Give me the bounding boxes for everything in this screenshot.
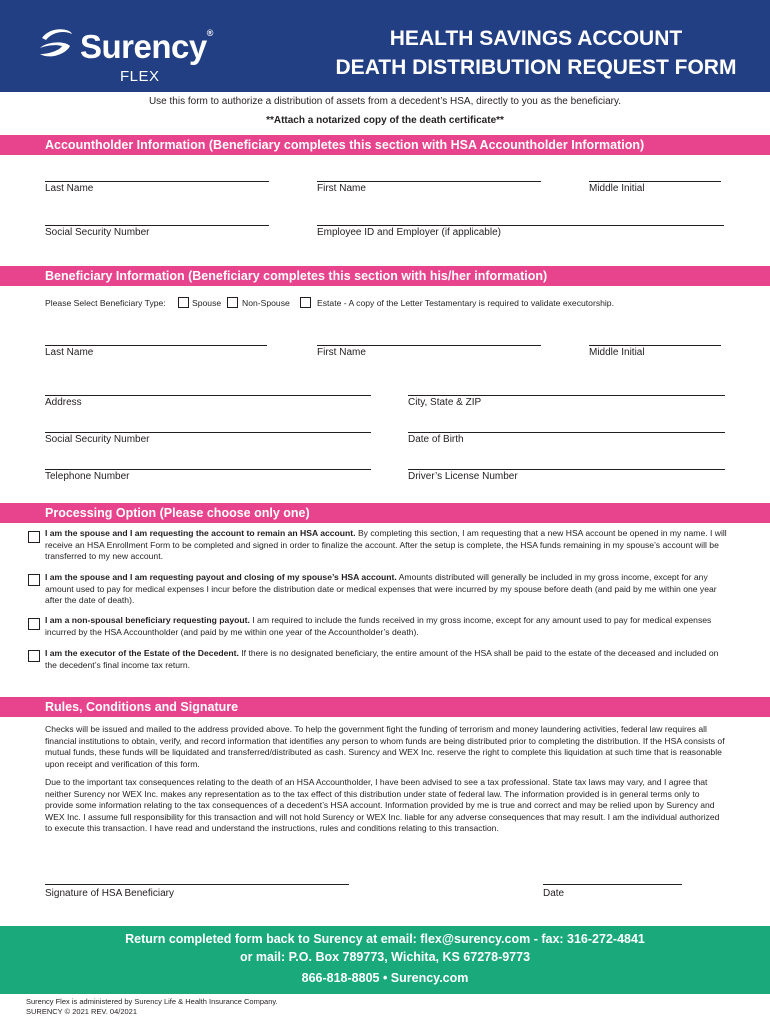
accountholder-employee-id-label: Employee ID and Employer (if applicable) — [317, 227, 501, 238]
date-field[interactable] — [543, 884, 682, 885]
spouse-label: Spouse — [192, 298, 222, 308]
beneficiary-type-label: Please Select Beneficiary Type: — [45, 298, 166, 308]
beneficiary-telephone-label: Telephone Number — [45, 471, 130, 482]
beneficiary-license-label: Driver’s License Number — [408, 471, 518, 482]
fineprint-administered: Surency Flex is administered by Surency Life & Health Insurance Company. — [26, 997, 278, 1006]
form-title-line2: DEATH DISTRIBUTION REQUEST FORM — [335, 56, 737, 79]
beneficiary-address-field[interactable] — [45, 395, 371, 396]
beneficiary-city-label: City, State & ZIP — [408, 397, 482, 408]
accountholder-middle-initial-field[interactable] — [589, 181, 721, 182]
option-executor-checkbox[interactable] — [28, 650, 40, 662]
footer-email-fax: Return completed form back to Surency at email: flex@surency.com - fax: 316-272-4841 — [125, 932, 645, 946]
processing-section-header: Processing Option (Please choose only one) — [0, 503, 770, 523]
footer-mail: or mail: P.O. Box 789773, Wichita, KS 67278-9773 — [239, 950, 531, 964]
header-banner — [0, 0, 770, 92]
form-title — [316, 24, 756, 82]
accountholder-first-name-field[interactable] — [317, 181, 541, 182]
accountholder-first-name-label: First Name — [317, 183, 366, 194]
option-spouse-payout-text: I am the spouse and I am requesting payout and closing of my spouse’s HSA account. Amounts distributed will generally be included in my gross income, except for any amount used to pay for medical expenses I incur before the distribution date or medical expenses that were incurred by my spouse before death (and paid by me within one year after the date of death). — [45, 572, 717, 606]
intro-note: **Attach a notarized copy of the death certificate** — [266, 115, 504, 126]
rules-section-header: Rules, Conditions and Signature — [0, 697, 770, 717]
footer-banner — [0, 926, 770, 994]
beneficiary-ssn-field[interactable] — [45, 432, 371, 433]
option-non-spousal-text: I am a non-spousal beneficiary requesting payout. I am required to include the funds received in my gross income, except for any amount used to pay for medical expenses incurred by the HSA Accountholder (and paid by me within one year of the Accountholder’s death). — [45, 615, 712, 637]
beneficiary-last-name-field[interactable] — [45, 345, 267, 346]
intro-text: Use this form to authorize a distribution of assets from a decedent’s HSA, directly to you as the beneficiary. — [148, 96, 622, 107]
non-spouse-checkbox[interactable] — [227, 297, 238, 308]
accountholder-ssn-field[interactable] — [45, 225, 269, 226]
accountholder-employee-id-field[interactable] — [317, 225, 724, 226]
form-title-line1: HEALTH SAVINGS ACCOUNT — [389, 27, 683, 50]
beneficiary-dob-label: Date of Birth — [408, 434, 464, 445]
signature-label: Signature of HSA Beneficiary — [45, 888, 174, 899]
accountholder-ssn-label: Social Security Number — [45, 227, 150, 238]
fineprint-copyright: SURENCY © 2021 REV. 04/2021 — [26, 1007, 138, 1016]
beneficiary-last-name-label: Last Name — [45, 347, 94, 358]
accountholder-last-name-field[interactable] — [45, 181, 269, 182]
option-remain-hsa-checkbox[interactable] — [28, 531, 40, 543]
beneficiary-license-field[interactable] — [408, 469, 725, 470]
rules-paragraph-2: Due to the important tax consequences relating to the death of an HSA Accountholder, I have been advised to see a tax professional. State tax laws may vary, and I agree that neither Surency nor WEX Inc. makes any representation as to the tax effect of this distribution under state of federal law. The information provided is in general terms only to provide some information relating to the tax consequences of a decedent’s HSA account. Information provided by me is true and correct and may be relied upon by Surency and WEX Inc. I assume full responsibility for this transaction and will not hold Surency or WEX Inc. liable for any adverse consequences that may result. I am the individual authorized to execute this transaction. I have read and understand the instructions, rules and conditions relating to this transaction. — [45, 777, 720, 834]
spouse-checkbox[interactable] — [178, 297, 189, 308]
beneficiary-city-field[interactable] — [408, 395, 725, 396]
beneficiary-address-label: Address — [45, 397, 82, 408]
option-spouse-payout-checkbox[interactable] — [28, 574, 40, 586]
beneficiary-ssn-label: Social Security Number — [45, 434, 150, 445]
beneficiary-dob-field[interactable] — [408, 432, 725, 433]
accountholder-middle-initial-label: Middle Initial — [589, 183, 645, 194]
option-non-spousal-checkbox[interactable] — [28, 618, 40, 630]
beneficiary-middle-initial-label: Middle Initial — [589, 347, 645, 358]
accountholder-section-header: Accountholder Information (Beneficiary completes this section with HSA Accountholder Information) — [0, 135, 770, 155]
footer-phone-web: 866-818-8805 • Surency.com — [301, 971, 469, 985]
estate-checkbox[interactable] — [300, 297, 311, 308]
accountholder-last-name-label: Last Name — [45, 183, 94, 194]
estate-label: Estate - A copy of the Letter Testamentary is required to validate executorship. — [317, 298, 614, 308]
signature-field[interactable] — [45, 884, 349, 885]
non-spouse-label: Non-Spouse — [242, 298, 290, 308]
beneficiary-middle-initial-field[interactable] — [589, 345, 721, 346]
surency-logo — [36, 22, 216, 84]
beneficiary-section-header: Beneficiary Information (Beneficiary completes this section with his/her information) — [0, 266, 770, 286]
beneficiary-first-name-field[interactable] — [317, 345, 541, 346]
brand-sub: FLEX — [120, 68, 160, 85]
option-remain-hsa-text: I am the spouse and I am requesting the account to remain an HSA account. By completing this section, I am requesting that a new HSA account be opened in my name. I will receive an HSA Enrollment Form to be completed and signed in order to finalize the account. After the setup is complete, the HSA funds remaining in my spouse’s account will be transferred to my new account. — [45, 528, 727, 562]
date-label: Date — [543, 888, 565, 899]
rules-paragraph-1: Checks will be issued and mailed to the address provided above. To help the government fight the funding of terrorism and money laundering activities, federal law requires all financial institutions to obtain, verify, and record information that identifies any person to whom funds are being distributed prior to completing the distribution. If the HSA consists of mutual funds, these funds will be liquidated and transferred/distributed as cash. Surency and WEX Inc. reserve the right to complete this liquidation at such time that is reasonable upon receipt and verification of this form. — [45, 724, 725, 769]
beneficiary-first-name-label: First Name — [317, 347, 366, 358]
surency-swirl-icon — [36, 24, 76, 64]
brand-name: Surency® — [80, 28, 213, 65]
beneficiary-telephone-field[interactable] — [45, 469, 371, 470]
option-executor-text: I am the executor of the Estate of the Decedent. If there is no designated beneficiary, the entire amount of the HSA shall be paid to the estate of the deceased and included on the decedent’s final income tax return. — [45, 648, 719, 670]
